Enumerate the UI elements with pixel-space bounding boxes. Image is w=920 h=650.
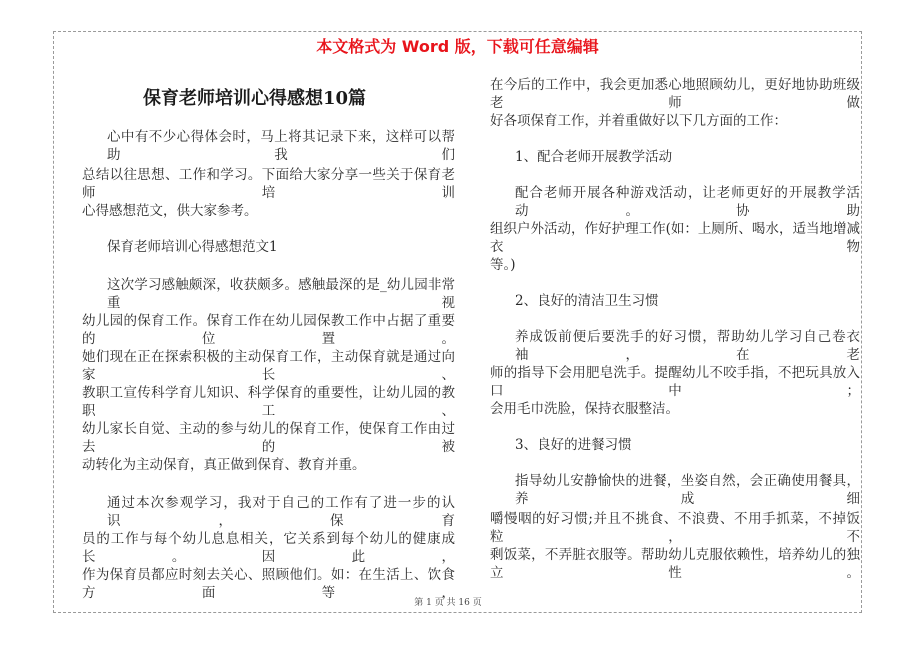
format-notice-banner: 本文格式为 Word 版，下载可任意编辑 (316, 37, 599, 56)
paragraph-line: 组织户外活动，作好护理工作(如：上厕所、喝水，适当地增减衣物 (490, 221, 860, 255)
paragraph-line: 她们现在正在探索积极的主动保育工作，主动保育就是通过向家长、 (82, 349, 455, 383)
paragraph-line: 在今后的工作中，我会更加悉心地照顾幼儿，更好地协助班级老师做 (490, 77, 860, 111)
paragraph-line: 指导幼儿安静愉快的进餐，坐姿自然，会正确使用餐具，养成细 (515, 473, 860, 507)
paragraph-line: 1、配合老师开展教学活动 (515, 149, 673, 165)
paragraph-line: 心得感想范文，供大家参考。 (82, 203, 258, 219)
paragraph-line: 3、良好的进餐习惯 (515, 437, 632, 453)
paragraph-line: 保育老师培训心得感想范文1 (107, 239, 278, 255)
paragraph-line: 好各项保育工作，并着重做好以下几方面的工作： (490, 113, 787, 129)
paragraph-line: 教职工宣传科学育儿知识、科学保育的重要性，让幼儿园的教职工、 (82, 385, 455, 419)
paragraph-line: 员的工作与每个幼儿息息相关，它关系到每个幼儿的健康成长。因此， (82, 531, 455, 565)
paragraph-line: 幼儿园的保育工作。保育工作在幼儿园保教工作中占据了重要的位置。 (82, 313, 455, 347)
paragraph-line: 剩饭菜，不弄脏衣服等。帮助幼儿克服依赖性，培养幼儿的独立性。 (490, 547, 860, 581)
paragraph-line: 师的指导下会用肥皂洗手。提醒幼儿不咬手指，不把玩具放入口中； (490, 365, 860, 399)
paragraph-line: 养成饭前便后要洗手的好习惯，帮助幼儿学习自己卷衣袖，在老 (515, 329, 860, 363)
paragraph-line: 这次学习感触颇深，收获颇多。感触最深的是_幼儿园非常重视 (107, 277, 455, 311)
paragraph-line: 总结以往思想、工作和学习。下面给大家分享一些关于保育老师培训 (82, 167, 455, 201)
document-title: 保育老师培训心得感想10篇 (142, 88, 367, 109)
paragraph-line: 作为保育员都应时刻去关心、照顾他们。如：在生活上、饮食方面等， (82, 567, 455, 601)
paragraph-line: 会用毛巾洗脸，保持衣服整洁。 (490, 401, 679, 417)
paragraph-line: 动转化为主动保育，真正做到保育、教育并重。 (82, 457, 366, 473)
paragraph-line: 嚼慢咽的好习惯;并且不挑食、不浪费、不用手抓菜，不掉饭粒，不 (490, 511, 860, 545)
paragraph-line: 通过本次参观学习，我对于自己的工作有了进一步的认识，保育 (107, 495, 455, 529)
paragraph-line: 幼儿家长自觉、主动的参与幼儿的保育工作，使保育工作由过去的被 (82, 421, 455, 455)
paragraph-line: 心中有不少心得体会时，马上将其记录下来，这样可以帮助我们 (107, 129, 455, 163)
paragraph-line: 配合老师开展各种游戏活动，让老师更好的开展教学活动。协助 (515, 185, 860, 219)
paragraph-line: 等。) (490, 257, 516, 273)
page-number-footer: 第 1 页 共 16 页 (414, 598, 482, 608)
paragraph-line: 2、良好的清洁卫生习惯 (515, 293, 659, 309)
